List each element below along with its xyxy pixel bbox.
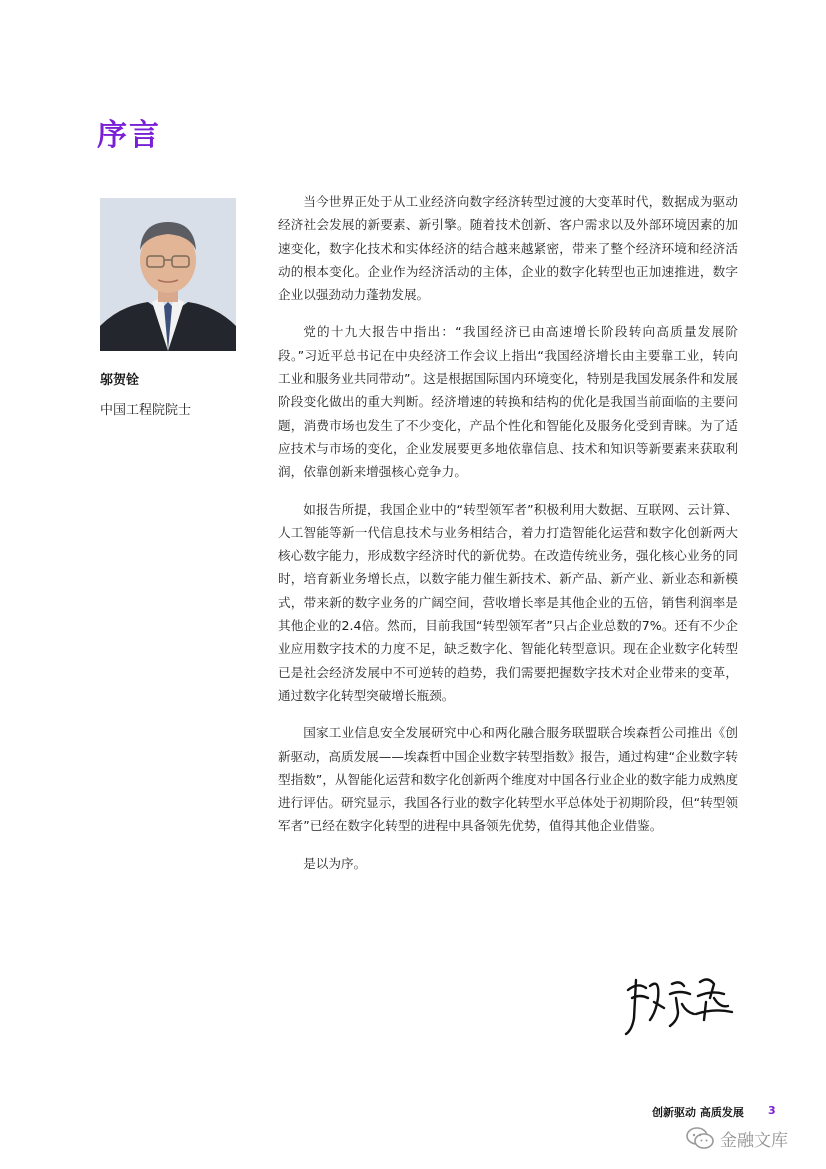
watermark <box>686 1123 816 1153</box>
portrait-image <box>100 198 236 351</box>
paragraph: 党的十九大报告中指出：“我国经济已由高速增长阶段转向高质量发展阶段。”习近平总书记在中央经济工作会议上指出“我国经济增长由主要靠工业，转向工业和服务业共同带动”。这是根据国际国内环境变化，特别是我国发展条件和发展阶段变化做出的重大判断。经济增速的转换和结构的优化是我国当前面临的主要问题，消费市场也发生了不少变化，产品个性化和智能化及服务化受到青睐。为了适应技术与市场的变化，企业发展要更多地依靠信息、技术和知识等新要素来获取利润，依靠创新来增强核心竞争力。 <box>278 324 738 480</box>
paragraph: 如报告所提，我国企业中的“转型领军者”积极利用大数据、互联网、云计算、人工智能等新一代信息技术与业务相结合，着力打造智能化运营和数字化创新两大核心数字能力，形成数字经济时代的新优势。在改造传统业务，强化核心业务的同时，培育新业务增长点，以数字能力催生新技术、新产品、新产业、新业态和新模式，带来新的数字业务的广阔空间，营收增长率是其他企业的五倍，销售利润率是其他企业的2.4倍。然而，目前我国“转型领军者”只占企业总数的7%。还有不少企业应用数字技术的力度不足，缺乏数字化、智能化转型意识。现在企业数字化转型已是社会经济发展中不可逆转的趋势，我们需要把握数字技术对企业带来的变革，通过数字化转型突破增长瓶颈。 <box>278 501 738 703</box>
page-number: 3 <box>768 1104 776 1117</box>
handwritten-signature <box>620 968 740 1040</box>
author-name: 邬贺铨 <box>100 373 140 388</box>
author-affiliation: 中国工程院院士 <box>100 403 192 418</box>
signature-image <box>620 968 740 1040</box>
footer-report-label: 创新驱动 高质发展 <box>652 1106 744 1119</box>
paragraph: 国家工业信息安全发展研究中心和两化融合服务联盟联合埃森哲公司推出《创新驱动，高质发展——埃森哲中国企业数字转型指数》报告，通过构建“企业数字转型指数”，从智能化运营和数字化创新两个维度对中国各行业企业的数字能力成熟度进行评估。研究显示，我国各行业的数字化转型水平总体处于初期阶段，但“转型领军者”已经在数字化转型的进程中具备领先优势，值得其他企业借鉴。 <box>278 725 738 834</box>
paragraph: 当今世界正处于从工业经济向数字经济转型过渡的大变革时代，数据成为驱动经济社会发展的新要素、新引擎。随着技术创新、客户需求以及外部环境因素的加速变化，数字化技术和实体经济的结合越来越紧密，带来了整个经济环境和经济活动的根本变化。企业作为经济活动的主体，企业的数字化转型也正加速推进，数字企业以强劲动力蓬勃发展。 <box>278 194 738 303</box>
paragraph-closing: 是以为序。 <box>303 855 367 871</box>
wechat-icon <box>686 1127 714 1149</box>
page-title: 序言 <box>97 118 161 153</box>
watermark-text: 金融文库 <box>720 1130 788 1151</box>
foreword-body <box>278 190 738 889</box>
author-portrait <box>100 198 236 351</box>
